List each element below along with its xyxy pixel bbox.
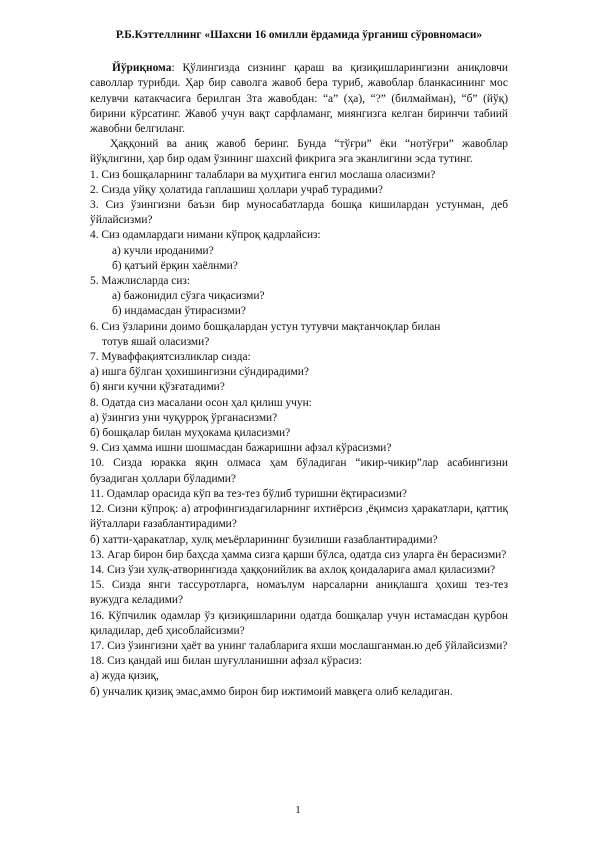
instruction-text: : Қўлингизда сизнинг қараш ва қизиқишларингизни аниқловчи саволлар турибди. Ҳар бир саволга жавоб бера туриб, жавоблар бланкасининг мос келувчи катакчасига берилган 3та жавобдан: “а” (ҳа), “?” (билмайман), “б” (йўқ) бирини кўрсатинг. Жавоб учун вақт сарфламанг, миянгизга келган биринчи табиий жавобни белгиланг. (90, 62, 508, 136)
question-line: 7. Муваффақиятсизликлар сизда: (90, 351, 251, 364)
question-line: 4. Сиз одамлардаги нимани кўпроқ қадрлайсиз: (90, 229, 321, 242)
instruction-paragraph-2: Ҳаққоний ва аниқ жавоб беринг. Бунда “тўғри” ёки “нотўғри” жавоблар йўқлигини, ҳар бир одам ўзининг шахсий фикрига эга эканлигини эсда тутинг. (90, 138, 508, 166)
question-line: 15. Сизда янги тассуротларга, номаълум нарсаларни аниқлашга ҳохиш тез-тез вужудга келадими? (90, 579, 508, 607)
question-line: 12. Сизни кўпроқ: а) атрофингиздагиларнинг ихтиёрсиз ,ёқимсиз ҳаракатлари, қаттиқ йўталлари ғазаблантирадими? (90, 503, 508, 531)
question-line: 2. Сизда уйқу ҳолатида гаплашиш ҳоллари учраб турадими? (90, 183, 383, 196)
question-line: 8. Одатда сиз масалани осон ҳал қилиш учун: (90, 396, 312, 409)
question-line: б) унчалик қизиқ эмас,аммо бирон бир ижтимоий мавқега олиб келадиган. (90, 685, 453, 698)
question-line: 18. Сиз қандай иш билан шуғулланишни афзал кўрасиз: (90, 655, 363, 668)
answer-option: б) индамасдан ўтирасизми? (112, 305, 246, 318)
question-line: 5. Мажлисларда сиз: (90, 275, 191, 288)
question-line: 17. Сиз ўзингизни ҳаёт ва унинг талабларига яхши мослашганман.ю деб ўйлайсизми? (90, 639, 508, 652)
answer-option: а) кучли ироданими? (112, 244, 214, 257)
question-line: 9. Сиз ҳамма ишни шошмасдан бажаришни афзал кўрасизми? (90, 442, 392, 455)
question-line: 3. Сиз ўзингизни баъзи бир муносабатларда бошқа кишилардан устунман, деб ўйлайсизми? (90, 199, 508, 227)
question-line: б) янги кучни қўзғатадими? (90, 381, 225, 394)
question-line: б) хатти-ҳаракатлар, хулқ меъёрларининг бузилиши ғазаблантирадими? (90, 533, 438, 546)
question-line: 10. Сизда юракка яқин олмаса ҳам бўладиган “икир-чикир”лар асабингизни бузадиган ҳоллари бўладими? (90, 457, 508, 485)
answer-option: а) бажонидил сўзга чиқасизми? (112, 290, 265, 303)
page-number: 1 (295, 804, 301, 816)
instruction-label: Йўриқнома (112, 62, 172, 75)
question-line: 6. Сиз ўзларини доимо бошқалардан устун тутувчи мақтанчоқлар билан (90, 320, 441, 333)
question-line: 13. Агар бирон бир баҳсда ҳамма сизга қарши бўлса, одатда сиз уларга ён берасизми? (90, 548, 507, 561)
question-line: тотув яшай оласизми? (102, 335, 210, 348)
question-line: 1. Сиз бошқаларнинг талаблари ва муҳитига енгил мослаша оласизми? (90, 168, 436, 181)
question-line: 14. Сиз ўзи хулқ-атворингизда ҳаққонийлик ва ахлоқ қоидаларига амал қиласизми? (90, 563, 496, 576)
question-line: 11. Одамлар орасида кўп ва тез-тез бўлиб туришни ёқтирасизми? (90, 487, 407, 500)
question-line: а) ўзингиз уни чуқурроқ ўрганасизми? (90, 411, 278, 424)
instruction-paragraph (90, 61, 508, 137)
question-line: б) бошқалар билан муҳокама қиласизми? (90, 427, 291, 440)
question-list (90, 168, 508, 700)
page-title: Р.Б.Кэттеллнинг «Шахсни 16 омилли ёрдамида ўрганиш сўровномаси» (115, 29, 483, 41)
question-line: 16. Кўпчилик одамлар ўз қизиқишларини одатда бошқалар учун истамасдан қурбон қиладилар, деб ҳисоблайсизми? (90, 609, 508, 637)
answer-option: б) қатъий ёрқин хаёлнми? (112, 259, 238, 272)
question-line: а) ишга бўлган ҳохишингизни сўндирадими? (90, 366, 309, 379)
question-line: а) жуда қизиқ, (90, 670, 159, 683)
